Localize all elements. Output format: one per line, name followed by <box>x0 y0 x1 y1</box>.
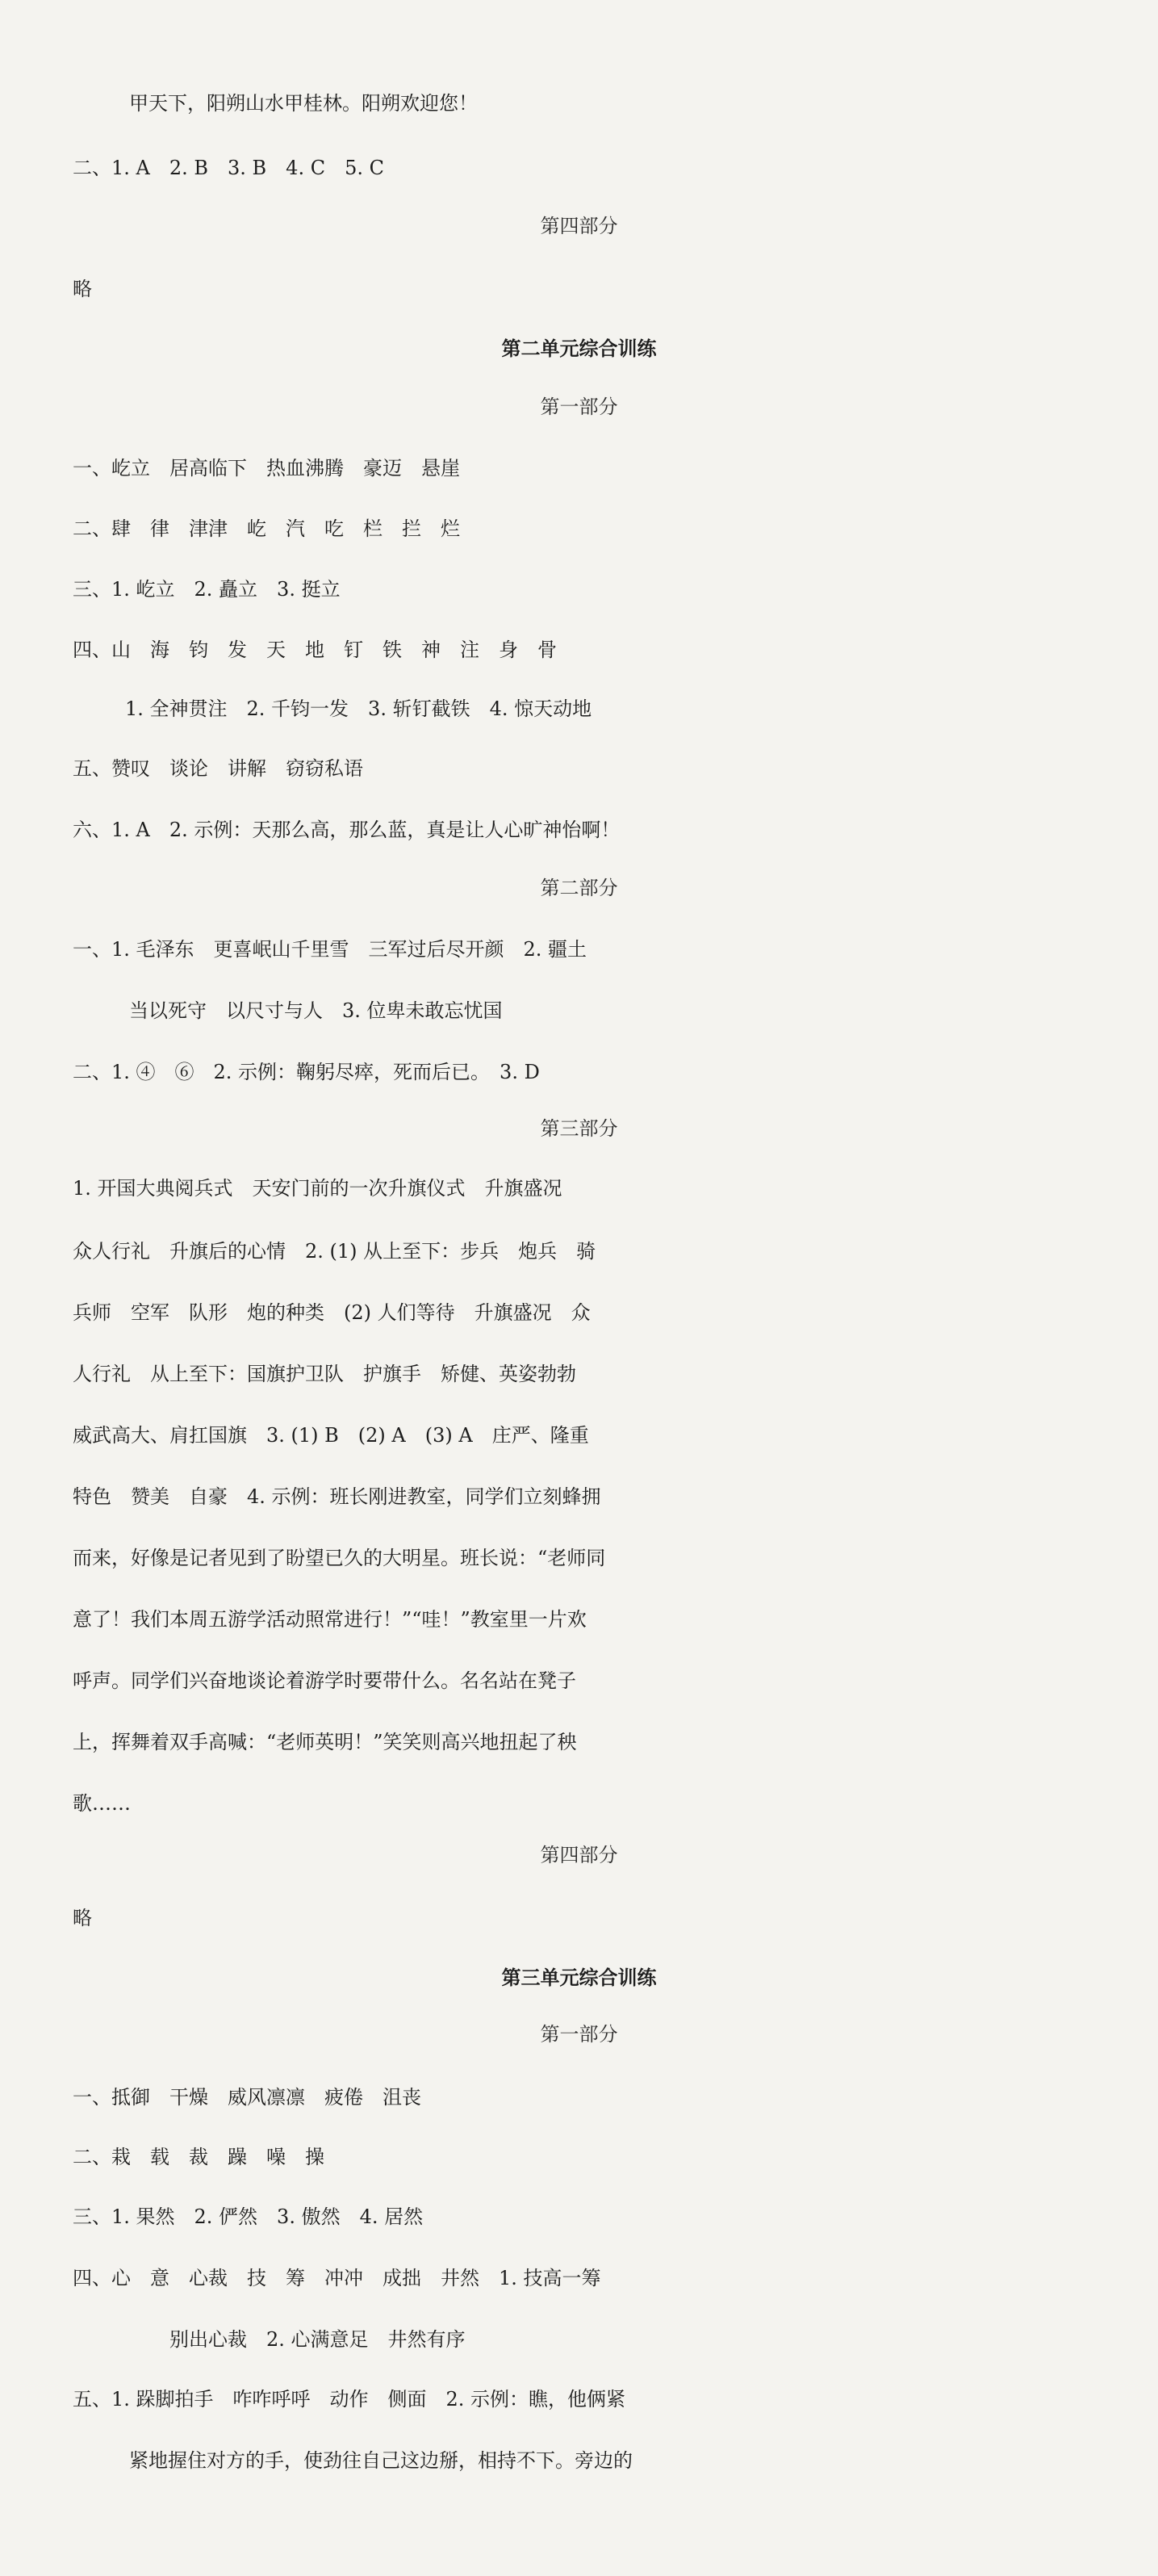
text-line: 三、1. 屹立 2. 矗立 3. 挺立 <box>73 578 341 601</box>
text-line: 当以死守 以尺寸与人 3. 位卑未敢忘忧国 <box>129 999 503 1022</box>
text-line: 一、屹立 居高临下 热血沸腾 豪迈 悬崖 <box>73 457 460 480</box>
text-line: 略 <box>73 278 92 300</box>
text-line: 特色 赞美 自豪 4. 示例：班长刚进教室，同学们立刻蜂拥 <box>73 1485 601 1508</box>
section-heading: 第四部分 <box>540 215 618 237</box>
section-heading: 第三部分 <box>540 1117 618 1140</box>
text-line: 甲天下，阳朔山水甲桂林。阳朔欢迎您！ <box>129 92 478 115</box>
text-line: 四、心 意 心裁 技 筹 冲冲 成拙 井然 1. 技高一筹 <box>73 2267 601 2289</box>
text-line: 六、1. A 2. 示例：天那么高，那么蓝，真是让人心旷神怡啊！ <box>73 819 621 841</box>
section-heading: 第一部分 <box>540 2023 618 2046</box>
text-line: 人行礼 从上至下：国旗护卫队 护旗手 矫健、英姿勃勃 <box>73 1363 576 1385</box>
section-heading: 第一部分 <box>540 396 618 418</box>
text-line: 三、1. 果然 2. 俨然 3. 傲然 4. 居然 <box>73 2205 424 2228</box>
text-line: 众人行礼 升旗后的心情 2. (1) 从上至下：步兵 炮兵 骑 <box>73 1240 596 1263</box>
text-line: 歌…… <box>73 1792 131 1815</box>
text-line: 威武高大、肩扛国旗 3. (1) B (2) A (3) A 庄严、隆重 <box>73 1424 589 1447</box>
text-line: 略 <box>73 1907 92 1929</box>
text-line: 一、1. 毛泽东 更喜岷山千里雪 三军过后尽开颜 2. 疆土 <box>73 938 587 961</box>
section-heading: 第二部分 <box>540 877 618 899</box>
text-line: 二、肆 律 津津 屹 汽 吃 栏 拦 烂 <box>73 517 460 540</box>
text-line: 兵师 空军 队形 炮的种类 (2) 人们等待 升旗盛况 众 <box>73 1301 591 1324</box>
unit-title: 第三单元综合训练 <box>501 1967 657 1989</box>
section-heading: 第四部分 <box>540 1844 618 1866</box>
text-line: 四、山 海 钧 发 天 地 钉 铁 神 注 身 骨 <box>73 639 557 661</box>
text-line: 五、赞叹 谈论 讲解 窃窃私语 <box>73 757 363 780</box>
text-line: 别出心裁 2. 心满意足 井然有序 <box>169 2328 466 2351</box>
text-line: 二、栽 载 裁 躁 噪 操 <box>73 2146 324 2168</box>
text-line: 呼声。同学们兴奋地谈论着游学时要带什么。名名站在凳子 <box>73 1669 576 1692</box>
text-line: 一、抵御 干燥 威风凛凛 疲倦 沮丧 <box>73 2086 421 2109</box>
unit-title: 第二单元综合训练 <box>501 337 657 360</box>
text-line: 紧地握住对方的手，使劲往自己这边掰，相持不下。旁边的 <box>129 2449 633 2472</box>
text-line: 1. 全神贯注 2. 千钧一发 3. 斩钉截铁 4. 惊天动地 <box>125 697 592 720</box>
text-line: 二、1. A 2. B 3. B 4. C 5. C <box>73 157 384 179</box>
text-line: 二、1. ④ ⑥ 2. 示例：鞠躬尽瘁，死而后已。 3. D <box>73 1061 540 1083</box>
text-line: 五、1. 跺脚拍手 咋咋呼呼 动作 侧面 2. 示例：瞧，他俩紧 <box>73 2388 626 2411</box>
text-line: 意了！我们本周五游学活动照常进行！”“哇！”教室里一片欢 <box>73 1608 587 1631</box>
text-line: 上，挥舞着双手高喊：“老师英明！”笑笑则高兴地扭起了秧 <box>73 1731 577 1753</box>
text-line: 1. 开国大典阅兵式 天安门前的一次升旗仪式 升旗盛况 <box>73 1177 562 1200</box>
text-line: 而来，好像是记者见到了盼望已久的大明星。班长说：“老师同 <box>73 1547 606 1569</box>
